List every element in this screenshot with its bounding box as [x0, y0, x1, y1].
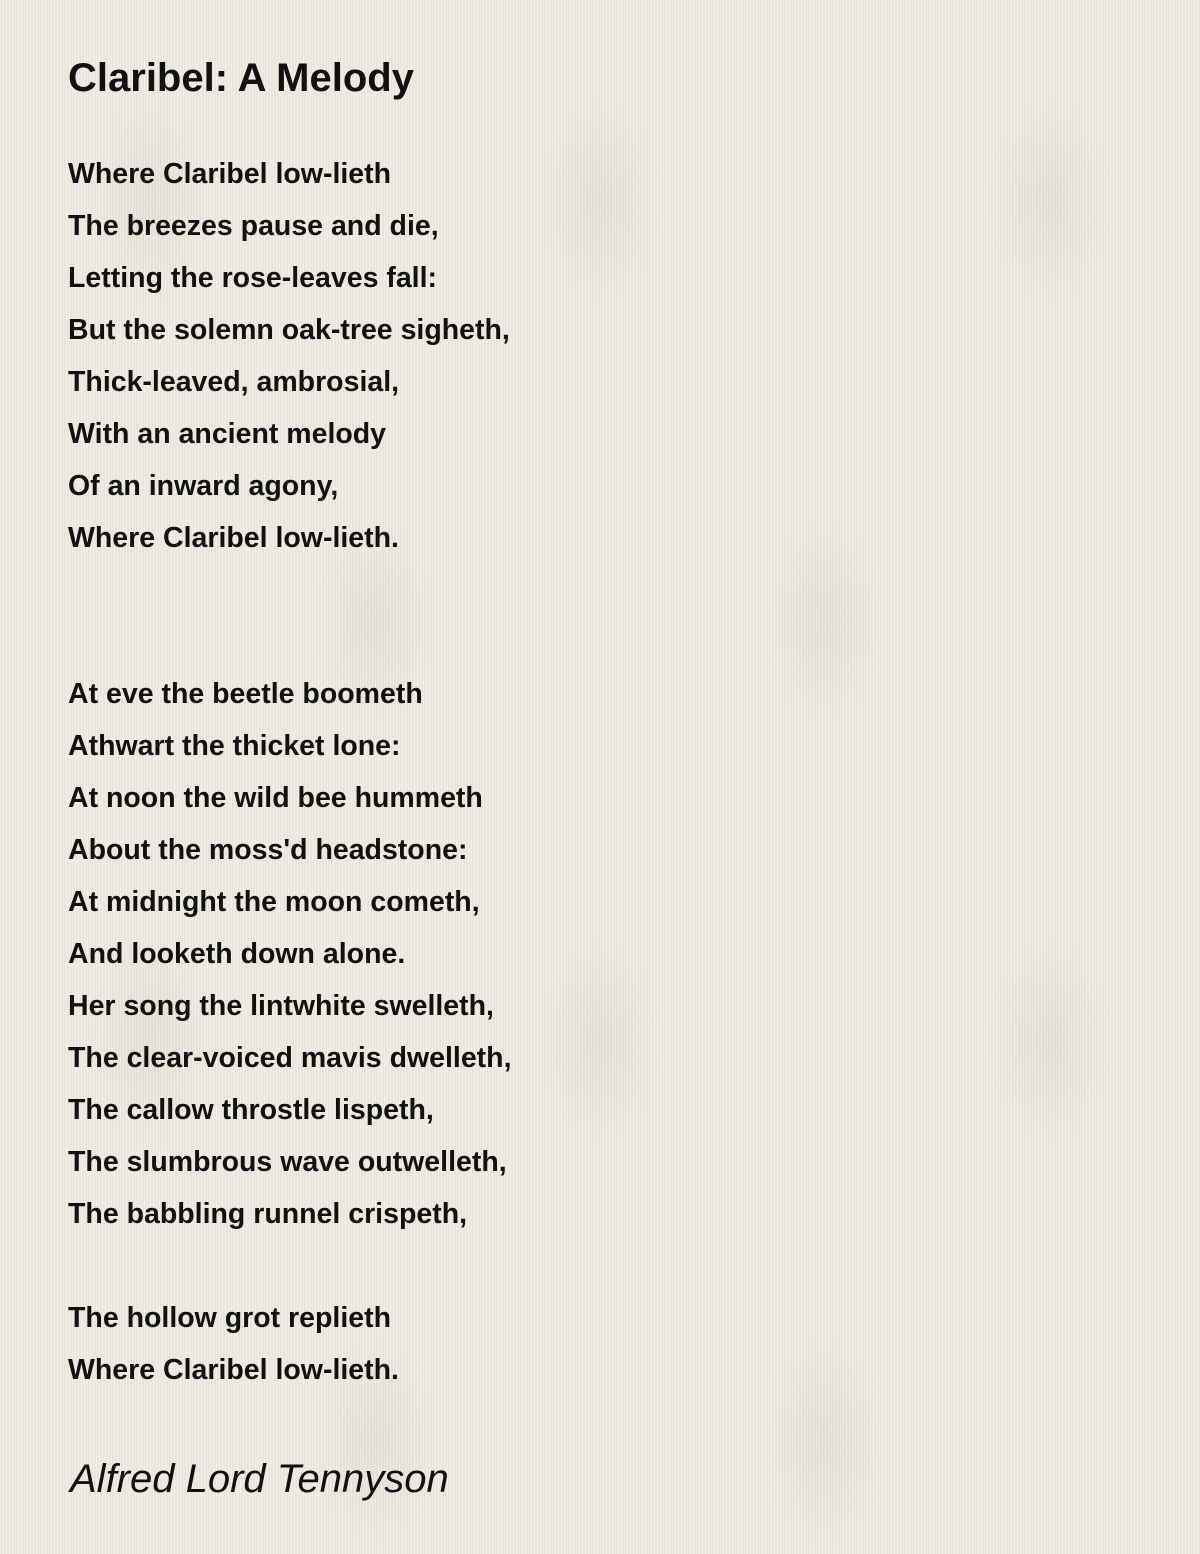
poem-line: At eve the beetle boometh	[68, 678, 423, 710]
poem-line: Athwart the thicket lone:	[68, 730, 401, 762]
poem-line: The slumbrous wave outwelleth,	[68, 1146, 507, 1178]
poem-line: At midnight the moon cometh,	[68, 886, 480, 918]
poem-line: The hollow grot replieth	[68, 1302, 391, 1334]
poem-line: And looketh down alone.	[68, 938, 406, 970]
poem-author: Alfred Lord Tennyson	[70, 1457, 449, 1501]
poem-line: The breezes pause and die,	[68, 210, 439, 242]
poem-line: Where Claribel low-lieth	[68, 158, 392, 190]
poem-line: The clear-voiced mavis dwelleth,	[68, 1042, 512, 1074]
poem-line: Of an inward agony,	[68, 470, 339, 502]
poem-line: About the moss'd headstone:	[68, 834, 468, 866]
poem-line: The callow throstle lispeth,	[68, 1094, 434, 1126]
poem-line: Letting the rose-leaves fall:	[68, 262, 438, 294]
poem-line: But the solemn oak-tree sigheth,	[68, 314, 510, 346]
poem-line: Thick-leaved, ambrosial,	[68, 366, 400, 398]
poem-line: With an ancient melody	[68, 418, 387, 450]
poem-title: Claribel: A Melody	[68, 56, 414, 100]
poem-line: Where Claribel low-lieth.	[68, 522, 399, 554]
poem-line: Her song the lintwhite swelleth,	[68, 990, 494, 1022]
poem-line: Where Claribel low-lieth.	[68, 1354, 399, 1386]
poem-line: The babbling runnel crispeth,	[68, 1198, 468, 1230]
poem-line: At noon the wild bee hummeth	[68, 782, 483, 814]
